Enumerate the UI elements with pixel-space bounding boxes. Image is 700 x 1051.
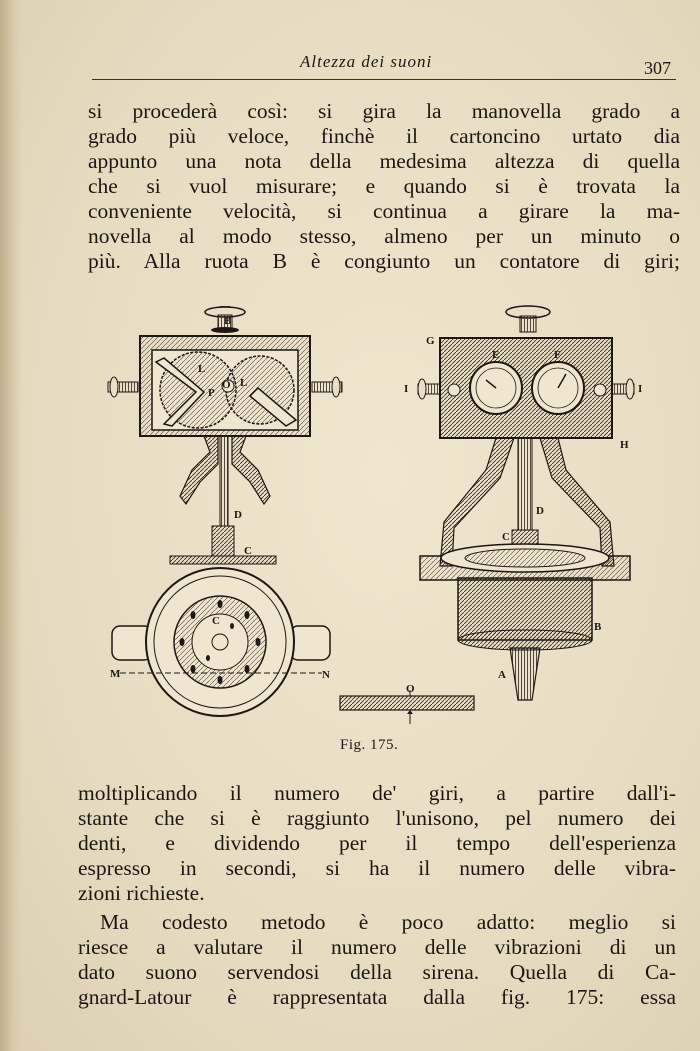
label-i-left: I	[404, 383, 409, 395]
text-line: più. Alla ruota B è congiunto un contatore di giri;	[88, 249, 680, 273]
text-line: conveniente velocità, si continua a girare la ma-	[88, 199, 680, 223]
disk-section-bar	[340, 683, 474, 724]
text-line: zioni richieste.	[78, 881, 205, 905]
label-d-left: D	[234, 509, 242, 521]
left-cutaway-view	[108, 306, 342, 564]
page-gutter	[0, 0, 22, 1051]
text-line: appunto una nota della medesima altezza di quella	[88, 149, 680, 173]
label-g: G	[426, 335, 435, 347]
label-i-right: I	[638, 383, 643, 395]
label-c-right: C	[502, 531, 510, 543]
bottom-text	[78, 781, 676, 1010]
figure-caption: Fig. 175.	[340, 737, 399, 753]
label-b-left: B	[224, 315, 232, 327]
text-line: si procederà così: si gira la manovella grado a	[88, 99, 680, 123]
label-c-bottom: C	[212, 615, 220, 627]
label-d-right: D	[536, 505, 544, 517]
label-o: O	[222, 379, 231, 391]
label-n: N	[322, 669, 330, 681]
label-b-right: B	[594, 621, 602, 633]
label-a: A	[498, 669, 506, 681]
text-line: gnard-Latour è rappresentata dalla fig. 175: essa	[78, 985, 676, 1009]
label-o-bar: O	[406, 683, 415, 695]
top-paragraph	[88, 99, 680, 274]
text-line: novella al modo stesso, almeno per un minuto o	[88, 224, 680, 248]
page-number: 307	[644, 58, 671, 78]
siren-illustration	[100, 300, 660, 730]
label-h: H	[620, 439, 629, 451]
text-line: grado più veloce, finchè il cartoncino urtato dia	[88, 124, 680, 148]
label-l1: L	[198, 363, 206, 375]
right-perspective-view	[404, 306, 642, 700]
text-line: moltiplicando il numero de' giri, a partire dall'i-	[78, 781, 676, 805]
text-line: dato suono servendosi della sirena. Quella di Ca-	[78, 960, 676, 984]
label-e: E	[492, 349, 500, 361]
label-l2: L	[240, 377, 248, 389]
label-p: P	[208, 387, 215, 399]
header-rule	[92, 79, 676, 80]
text-line: stante che si è raggiunto l'unisono, pel numero dei	[78, 806, 676, 830]
left-plan-view	[110, 568, 330, 716]
text-line: espresso in secondi, si ha il numero delle vibra-	[78, 856, 676, 880]
running-title: Altezza dei suoni	[300, 52, 433, 71]
text-line: Ma codesto metodo è poco adatto: meglio si	[100, 910, 676, 934]
label-m: M	[110, 668, 121, 680]
text-line: che si vuol misurare; e quando si è trovata la	[88, 174, 680, 198]
label-f: F	[554, 349, 561, 361]
label-c-left: C	[244, 545, 252, 557]
text-line: denti, e dividendo per il tempo dell'esperienza	[78, 831, 676, 855]
text-line: riesce a valutare il numero delle vibrazioni di un	[78, 935, 676, 959]
